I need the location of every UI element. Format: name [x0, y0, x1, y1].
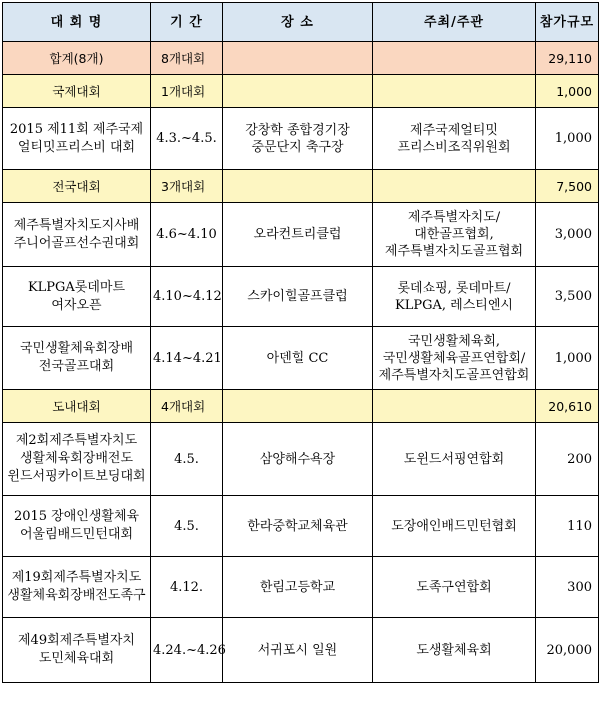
event-venue: 아덴힐 CC: [223, 327, 373, 390]
table-row: [3, 423, 599, 496]
group-period: 4개대회: [151, 390, 223, 423]
event-scale: 1,000: [536, 327, 599, 390]
table-row: [3, 618, 599, 683]
event-scale: 300: [536, 557, 599, 618]
group-period: 1개대회: [151, 75, 223, 108]
event-name: 2015 장애인생활체육 어울림배드민턴대회: [3, 496, 151, 557]
event-venue: 오라컨트리클럽: [223, 203, 373, 267]
event-venue: 서귀포시 일원: [223, 618, 373, 683]
event-name: 국민생활체육회장배 전국골프대회: [3, 327, 151, 390]
total-row: [3, 42, 599, 75]
event-period: 4.6~4.10: [151, 203, 223, 267]
header-period: 기 간: [151, 3, 223, 42]
group-name: 도내대회: [3, 390, 151, 423]
event-scale: 1,000: [536, 108, 599, 170]
event-venue: 한라중학교체육관: [223, 496, 373, 557]
event-scale: 3,000: [536, 203, 599, 267]
group-scale: 20,610: [536, 390, 599, 423]
event-name: 제19회제주특별자치도 생활체육회장배전도족구: [3, 557, 151, 618]
event-period: 4.5.: [151, 496, 223, 557]
empty-cell: [373, 75, 536, 108]
event-period: 4.14~4.21: [151, 327, 223, 390]
group-scale: 1,000: [536, 75, 599, 108]
table-row: [3, 108, 599, 170]
empty-cell: [223, 170, 373, 203]
event-name: 2015 제11회 제주국제 얼티밋프리스비 대회: [3, 108, 151, 170]
event-host: 도윈드서핑연합회: [373, 423, 536, 496]
header-row: [3, 3, 599, 42]
event-period: 4.24.~4.26: [151, 618, 223, 683]
event-venue: 한림고등학교: [223, 557, 373, 618]
empty-cell: [223, 42, 373, 75]
table-row: [3, 203, 599, 267]
group-scale: 7,500: [536, 170, 599, 203]
empty-cell: [373, 42, 536, 75]
event-period: 4.12.: [151, 557, 223, 618]
event-host: 국민생활체육회, 국민생활체육골프연합회/ 제주특별자치도골프연합회: [373, 327, 536, 390]
total-scale: 29,110: [536, 42, 599, 75]
event-scale: 20,000: [536, 618, 599, 683]
event-venue: 강창학 종합경기장 중문단지 축구장: [223, 108, 373, 170]
event-host: 제주특별자치도/ 대한골프협회, 제주특별자치도골프협회: [373, 203, 536, 267]
event-host: 롯데쇼핑, 롯데마트/ KLPGA, 레스티엔시: [373, 267, 536, 327]
event-name: 제49회제주특별자치 도민체육대회: [3, 618, 151, 683]
table-row: [3, 327, 599, 390]
event-host: 제주국제얼티밋 프리스비조직위원회: [373, 108, 536, 170]
event-schedule-table: [2, 2, 599, 683]
table-row: [3, 267, 599, 327]
empty-cell: [373, 390, 536, 423]
header-name: 대 회 명: [3, 3, 151, 42]
event-name: 제주특별자치도지사배 주니어골프선수권대회: [3, 203, 151, 267]
empty-cell: [223, 75, 373, 108]
empty-cell: [223, 390, 373, 423]
group-row-national: [3, 170, 599, 203]
event-scale: 3,500: [536, 267, 599, 327]
event-scale: 110: [536, 496, 599, 557]
event-period: 4.3.~4.5.: [151, 108, 223, 170]
header-venue: 장 소: [223, 3, 373, 42]
event-scale: 200: [536, 423, 599, 496]
total-name: 합계(8개): [3, 42, 151, 75]
header-host: 주최/주관: [373, 3, 536, 42]
event-period: 4.10~4.12: [151, 267, 223, 327]
event-name: 제2회제주특별자치도 생활체육회장배전도 윈드서핑카이트보딩대회: [3, 423, 151, 496]
table-row: [3, 557, 599, 618]
event-venue: 스카이힐골프클럽: [223, 267, 373, 327]
empty-cell: [373, 170, 536, 203]
event-host: 도생활체육회: [373, 618, 536, 683]
event-venue: 삼양해수욕장: [223, 423, 373, 496]
table-row: [3, 496, 599, 557]
total-period: 8개대회: [151, 42, 223, 75]
group-period: 3개대회: [151, 170, 223, 203]
event-period: 4.5.: [151, 423, 223, 496]
group-name: 전국대회: [3, 170, 151, 203]
event-host: 도족구연합회: [373, 557, 536, 618]
group-row-international: [3, 75, 599, 108]
group-row-provincial: [3, 390, 599, 423]
event-name: KLPGA롯데마트 여자오픈: [3, 267, 151, 327]
group-name: 국제대회: [3, 75, 151, 108]
header-scale: 참가규모: [536, 3, 599, 42]
event-host: 도장애인배드민턴협회: [373, 496, 536, 557]
